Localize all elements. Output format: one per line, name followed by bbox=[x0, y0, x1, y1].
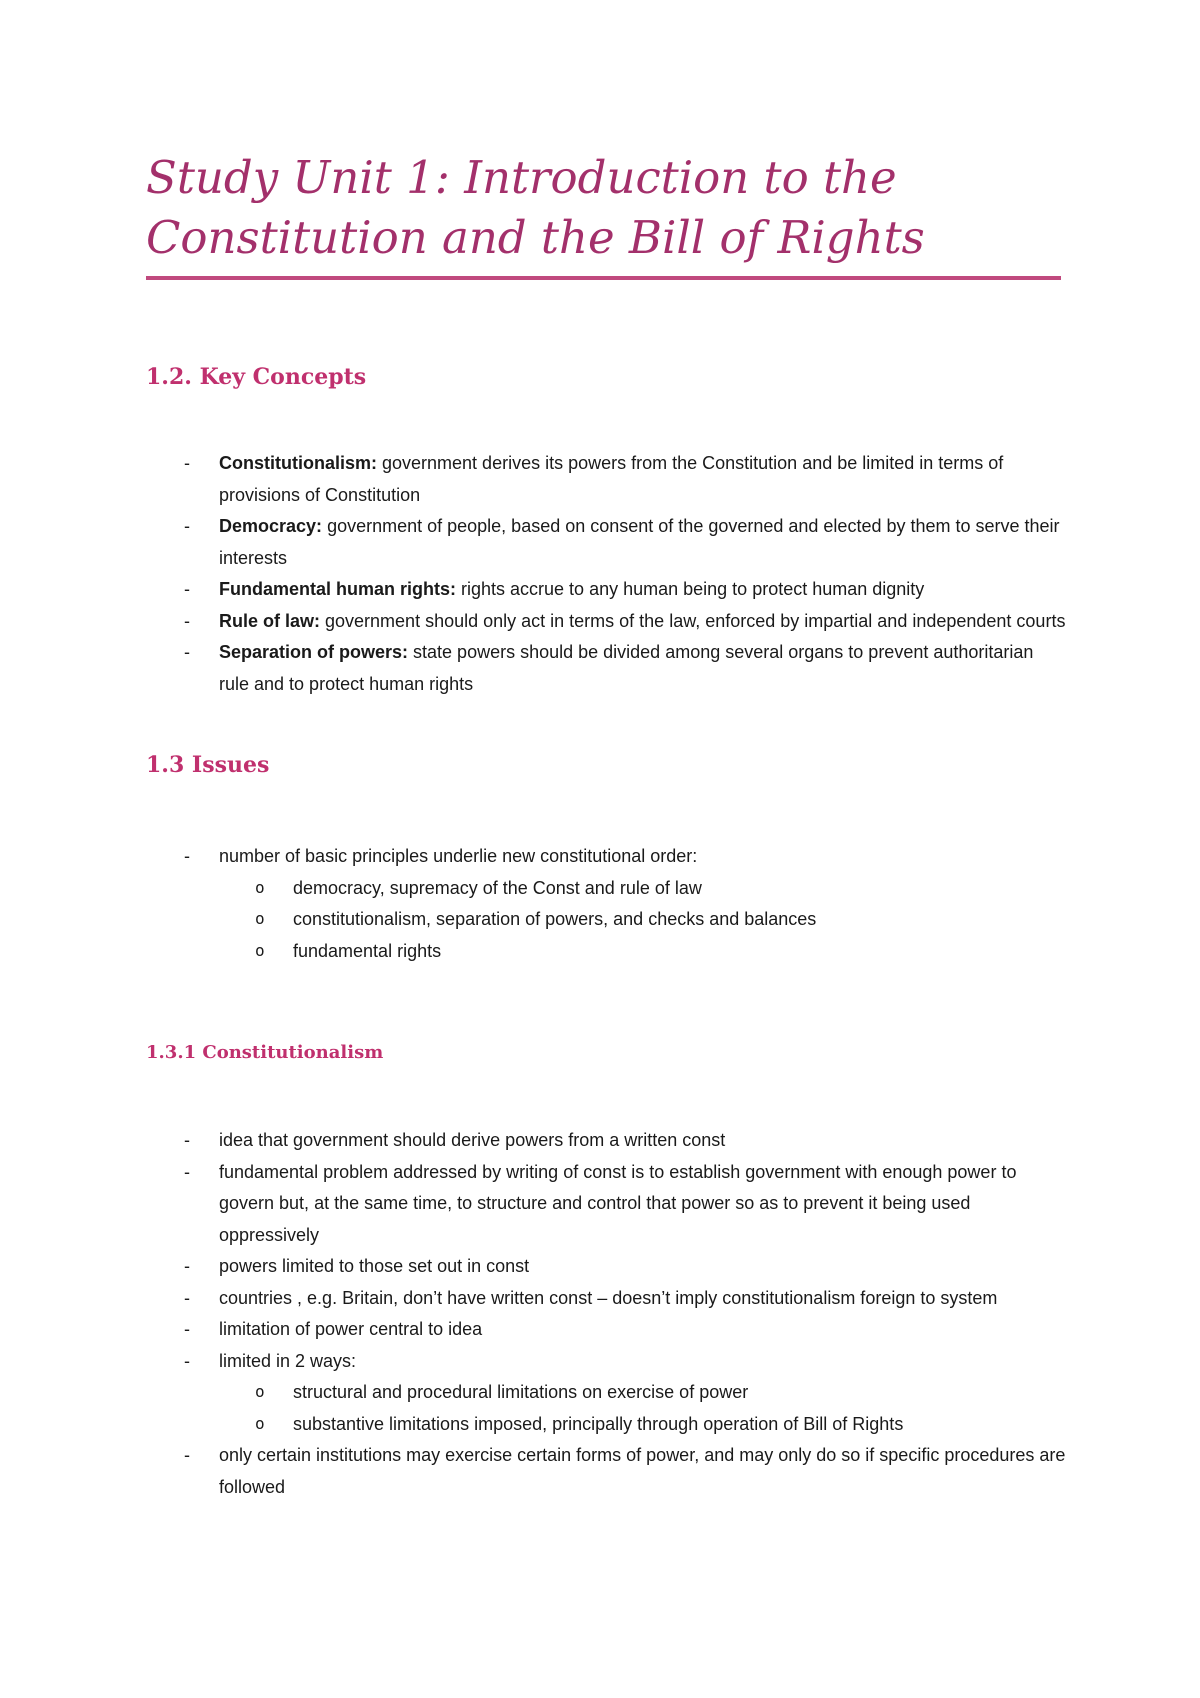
sub-list bbox=[219, 1377, 1066, 1440]
key-concepts-list bbox=[146, 448, 1066, 700]
page-title: Study Unit 1: Introduction to the Constitution and the Bill of Rights bbox=[146, 151, 925, 264]
list-item bbox=[146, 606, 1066, 638]
list-item bbox=[146, 574, 1066, 606]
list-item: - powers limited to those set out in const bbox=[146, 1251, 1066, 1283]
list-item: - idea that government should derive powers from a written const bbox=[146, 1125, 1066, 1157]
concept-definition: government should only act in terms of the law, enforced by impartial and independent courts bbox=[320, 610, 1066, 631]
sub-list-item: o structural and procedural limitations on exercise of power bbox=[219, 1377, 1066, 1409]
concept-term: Fundamental human rights: bbox=[219, 579, 457, 599]
section-heading-key-concepts: 1.2. Key Concepts bbox=[146, 364, 367, 390]
sub-list-item: o substantive limitations imposed, principally through operation of Bill of Rights bbox=[219, 1409, 1066, 1441]
concept-term: Separation of powers: bbox=[219, 642, 409, 662]
sub-list bbox=[219, 873, 1066, 968]
sub-list-item: o fundamental rights bbox=[219, 936, 1066, 968]
title-underline bbox=[146, 276, 1061, 280]
list-item bbox=[146, 841, 1066, 967]
concept-definition: government of people, based on consent of the governed and elected by them to serve their interests bbox=[219, 516, 1060, 568]
sub-list-item: o constitutionalism, separation of powers, and checks and balances bbox=[219, 904, 1066, 936]
section-heading-issues: 1.3 Issues bbox=[146, 752, 270, 778]
concept-term: Democracy: bbox=[219, 516, 323, 536]
concept-term: Constitutionalism: bbox=[219, 453, 377, 473]
list-item bbox=[146, 511, 1066, 574]
concept-definition: government derives its powers from the Constitution and be limited in terms of provisions of Constitution bbox=[219, 453, 1004, 505]
list-item: - limitation of power central to idea bbox=[146, 1314, 1066, 1346]
list-item bbox=[146, 448, 1066, 511]
concept-definition: rights accrue to any human being to protect human dignity bbox=[456, 579, 925, 599]
list-item-text: number of basic principles underlie new constitutional order: bbox=[219, 846, 698, 866]
concept-definition: state powers should be divided among several organs to prevent authoritarian rule and to protect human rights bbox=[219, 642, 1034, 694]
section-heading-constitutionalism: 1.3.1 Constitutionalism bbox=[146, 1042, 384, 1063]
concept-term: Rule of law: bbox=[219, 610, 321, 631]
list-item bbox=[146, 1346, 1066, 1441]
constitutionalism-list bbox=[146, 1125, 1066, 1503]
list-item-text: limited in 2 ways: bbox=[219, 1350, 357, 1371]
list-item: - countries , e.g. Britain, don’t have written const – doesn’t imply constitutionalism foreign to system bbox=[146, 1283, 1066, 1315]
list-item bbox=[146, 637, 1066, 700]
sub-list-item: o democracy, supremacy of the Const and rule of law bbox=[219, 873, 1066, 905]
issues-list bbox=[146, 841, 1066, 967]
list-item: - only certain institutions may exercise certain forms of power, and may only do so if specific procedures are followed bbox=[146, 1440, 1066, 1503]
list-item: - fundamental problem addressed by writing of const is to establish government with enough power to govern but, at the same time, to structure and control that power so as to prevent it being used oppressively bbox=[146, 1157, 1066, 1252]
